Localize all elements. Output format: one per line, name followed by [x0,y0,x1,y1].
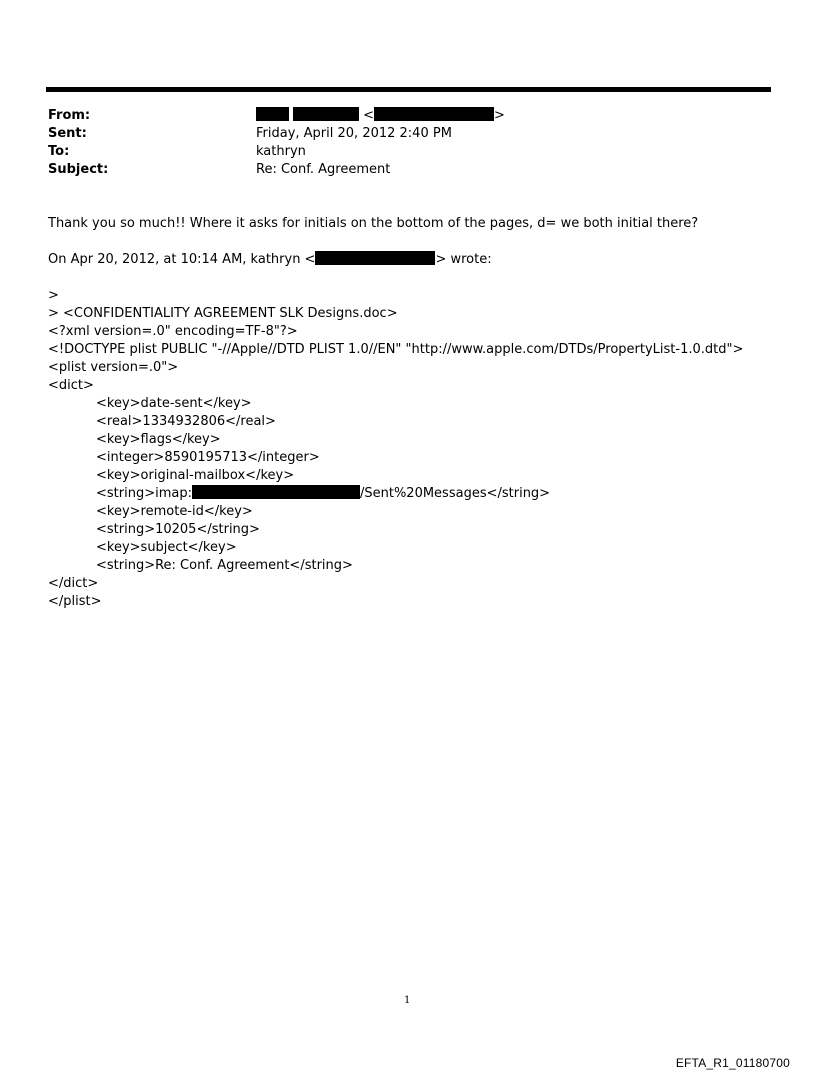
sent-label: Sent: [48,126,87,141]
subject-label: Subject: [48,162,109,177]
redaction-block [315,251,435,265]
mailbox-before: <string>imap: [96,486,192,501]
from-close-bracket: > [494,108,505,123]
document-id: EFTA_R1_01180700 [675,1056,790,1070]
dict-line: <real>1334932806</real> [96,414,276,429]
quoted-line: <plist version=.0"> [48,360,179,375]
quote-intro [48,251,492,269]
dict-line: <string>Re: Conf. Agreement</string> [96,558,353,573]
subject-value: Re: Conf. Agreement [256,162,391,177]
page-number: 1 [404,995,411,1006]
from-value [256,107,505,125]
dict-line: <integer>8590195713</integer> [96,450,320,465]
message-text: Thank you so much!! Where it asks for initials on the bottom of the pages, d= we both initial there? [48,216,699,231]
redaction-block [192,485,360,499]
dict-line: <string>10205</string> [96,522,260,537]
quoted-line: > [48,288,59,303]
dict-line: <key>flags</key> [96,432,221,447]
redaction-block [293,107,359,121]
quote-intro-before: On Apr 20, 2012, at 10:14 AM, kathryn < [48,252,316,267]
dict-line: <key>date-sent</key> [96,396,252,411]
quoted-line: > <CONFIDENTIALITY AGREEMENT SLK Designs.doc> [48,306,398,321]
dict-line: <key>remote-id</key> [96,504,253,519]
to-value: kathryn [256,144,306,159]
dict-line: <key>original-mailbox</key> [96,468,295,483]
quoted-line: <?xml version=.0" encoding=TF-8"?> [48,324,298,339]
dict-line: <key>subject</key> [96,540,237,555]
quoted-line: <!DOCTYPE plist PUBLIC "-//Apple//DTD PLIST 1.0//EN" "http://www.apple.com/DTDs/PropertyList-1.0.dtd"> [48,342,744,357]
closing-line: </dict> [48,576,99,591]
closing-line: </plist> [48,594,102,609]
mailbox-after: /Sent%20Messages</string> [359,486,551,501]
sent-value: Friday, April 20, 2012 2:40 PM [256,126,452,141]
quote-intro-after: > wrote: [435,252,492,267]
from-open-bracket: < [363,108,375,123]
mailbox-line [96,485,550,503]
header-rule [46,87,771,92]
redaction-block [374,107,494,121]
from-label: From: [48,108,91,123]
quoted-line: <dict> [48,378,94,393]
to-label: To: [48,144,70,159]
redaction-block [256,107,289,121]
